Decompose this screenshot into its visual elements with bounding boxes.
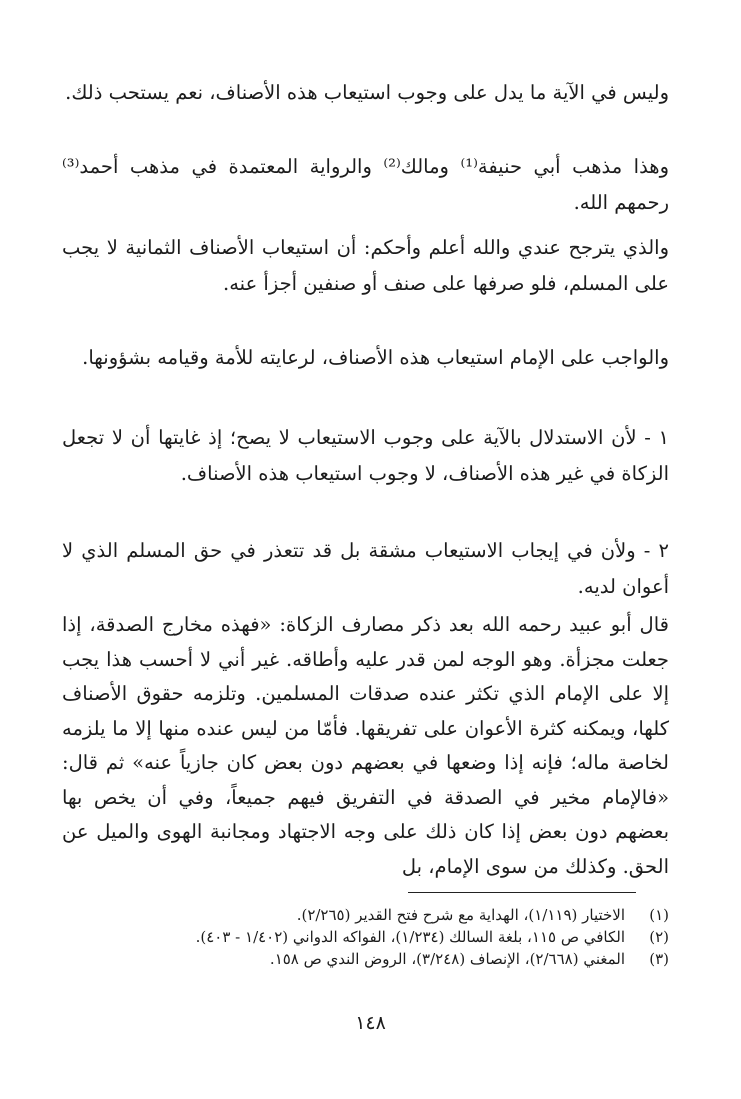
footnote-number: (٣) [649,950,669,968]
footnote-3 [90,948,669,970]
footnotes [90,904,669,970]
footnote-divider [408,892,636,893]
page-number: ١٤٨ [355,1012,386,1034]
footnote-number: (٢) [649,928,669,946]
paragraph-1: وليس في الآية ما يدل على وجوب استيعاب هذه الأصناف، نعم يستحب ذلك. [65,81,669,104]
footnote-text: الكافي ص ١١٥، بلغة السالك (١/٢٣٤)، الفواكه الدواني (١/٤٠٢ - ٤٠٣). [195,928,625,946]
footnote-text: المغني (٢/٦٦٨)، الإنصاف (٣/٢٤٨)، الروض الندي ص ١٥٨. [269,950,625,968]
paragraph-5: ١ - لأن الاستدلال بالآية على وجوب الاستيعاب لا يصح؛ إذ غايتها أن لا تجعل الزكاة في غير هذه الأصناف، لا وجوب استيعاب هذه الأصناف. [62,426,669,485]
footnote-text: الاختيار (١/١١٩)، الهداية مع شرح فتح القدير (٢/٢٦٥). [296,906,625,924]
paragraph-2: وهذا مذهب أبي حنيفة⁽¹⁾ ومالك⁽²⁾ والرواية المعتمدة في مذهب أحمد⁽³⁾ رحمهم الله. [62,155,670,214]
footnote-1 [90,904,669,926]
footnote-number: (١) [649,906,669,924]
paragraph-6: ٢ - ولأن في إيجاب الاستيعاب مشقة بل قد تتعذر في حق المسلم الذي لا أعوان لديه. [62,539,669,598]
footnote-2 [90,926,669,948]
paragraph-4: والواجب على الإمام استيعاب هذه الأصناف، لرعايته للأمة وقيامه بشؤونها. [82,346,669,369]
paragraph-3: والذي يترجح عندي والله أعلم وأحكم: أن استيعاب الأصناف الثمانية لا يجب على المسلم، فلو صرفها على صنف أو صنفين أجزأ عنه. [62,236,669,295]
paragraph-7-quote: قال أبو عبيد رحمه الله بعد ذكر مصارف الزكاة: «فهذه مخارج الصدقة، إذا جعلت مجزأة. وهو الوجه لمن قدر عليه وأطاقه. غير أني لا أحسب هذا يجب إلا على الإمام الذي تكثر عنده صدقات المسلمين. وتلزمه حقوق الأصناف كلها، ويمكنه كثرة الأعوان على تفريقها. فأمّا من ليس عنده منها إلا ما يلزمه لخاصة ماله؛ فإنه إذا وضعها في بعضهم دون بعض كان جازياً عنه» ثم قال: «فالإمام مخير في الصدقة في التفريق فيهم جميعاً، وفي أن يخص بها بعضهم دون بعض إذا كان ذلك على وجه الاجتهاد ومجانبة الهوى والميل عن الحق. وكذلك من سوى الإمام، بل [62,613,669,878]
